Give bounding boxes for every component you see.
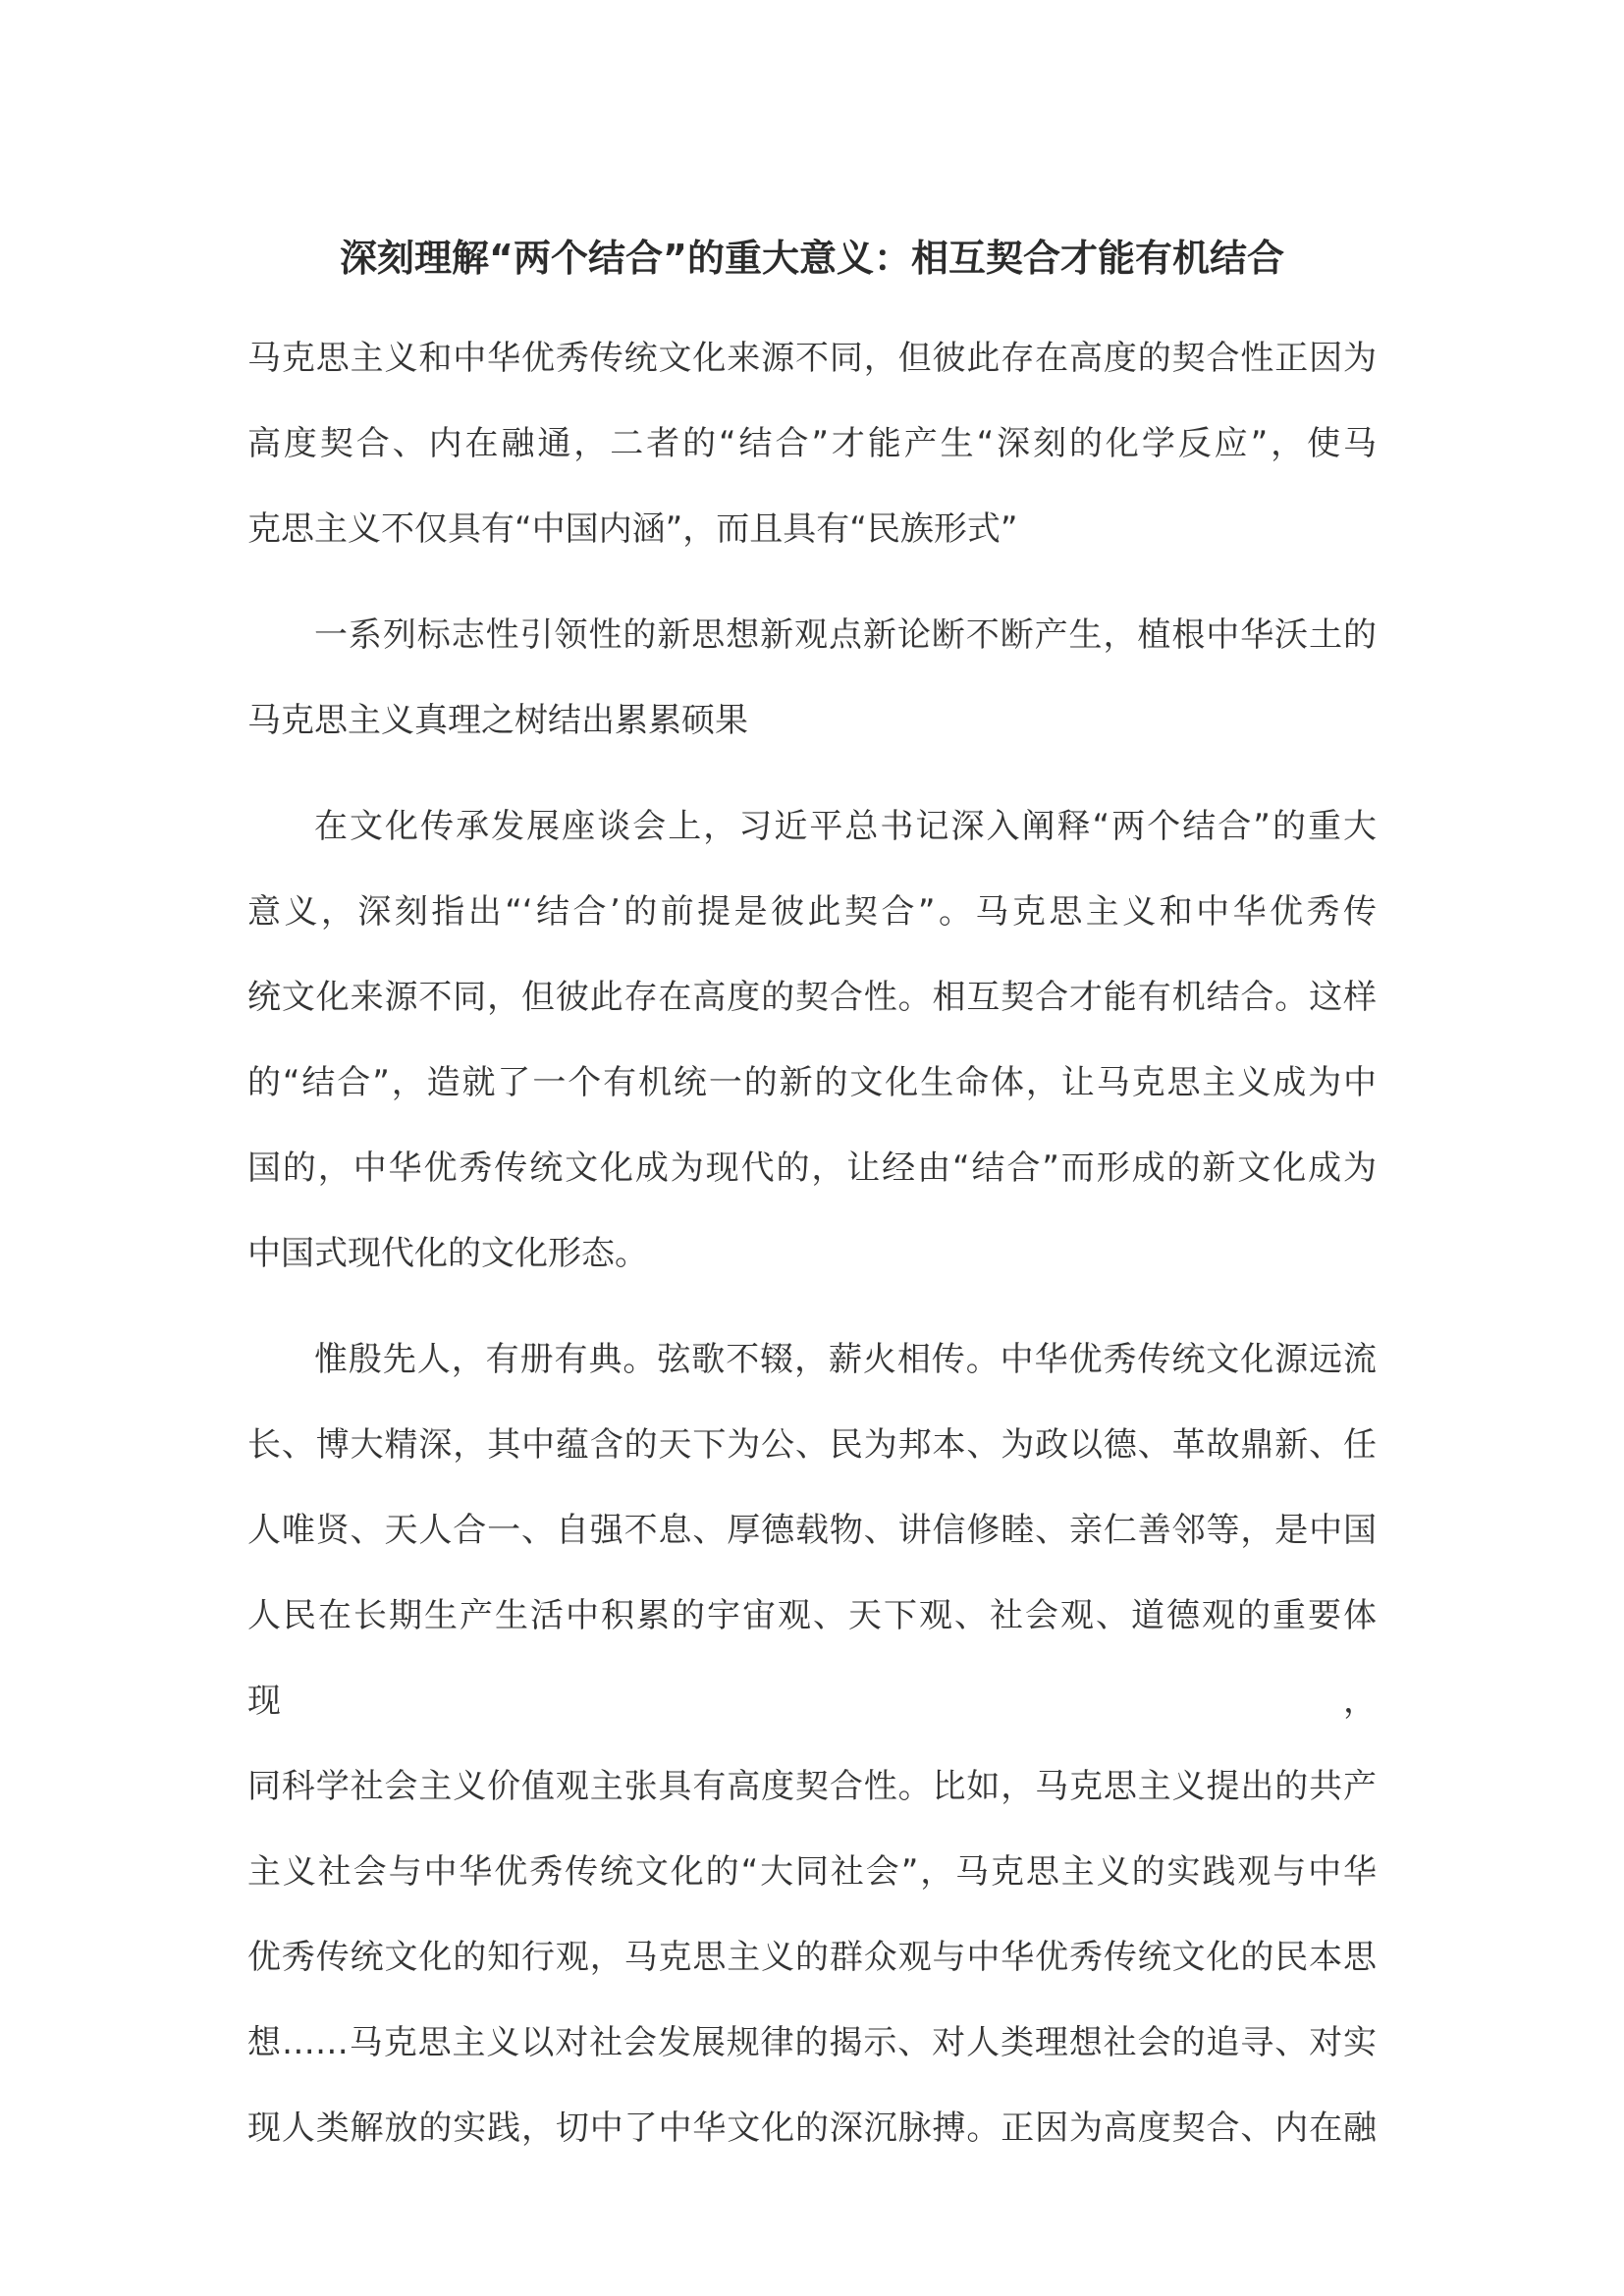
text-line: 惟殷先人，有册有典。弦歌不辍，薪火相传。中华优秀传统文化源远流	[314, 1340, 1377, 1379]
text-line: 主义社会与中华优秀传统文化的“大同社会”，马克思主义的实践观与中华	[247, 1852, 1377, 1892]
paragraph	[247, 316, 1377, 572]
text-line: 优秀传统文化的知行观，马克思主义的群众观与中华优秀传统文化的民本思	[247, 1938, 1377, 1977]
text-line: 高度契合、内在融通，二者的“结合”才能产生“深刻的化学反应”，使马	[247, 424, 1377, 463]
text-line: 一系列标志性引领性的新思想新观点新论断不断产生，植根中华沃土的	[314, 615, 1377, 655]
text-line: 同科学社会主义价值观主张具有高度契合性。比如，马克思主义提出的共产	[247, 1767, 1377, 1806]
text-line: 人唯贤、天人合一、自强不息、厚德载物、讲信修睦、亲仁善邻等，是中国	[247, 1511, 1377, 1550]
text-line: 长、博大精深，其中蕴含的天下为公、民为邦本、为政以德、革故鼎新、任	[247, 1425, 1377, 1465]
text-line: 在文化传承发展座谈会上，习近平总书记深入阐释“两个结合”的重大	[314, 807, 1377, 846]
text-line: 统文化来源不同，但彼此存在高度的契合性。相互契合才能有机结合。这样	[247, 978, 1377, 1017]
text-line: 想……马克思主义以对社会发展规律的揭示、对人类理想社会的追寻、对实	[247, 2023, 1377, 2062]
text-line: 马克思主义和中华优秀传统文化来源不同，但彼此存在高度的契合性正因为	[247, 339, 1377, 378]
text-line: 的“结合”，造就了一个有机统一的新的文化生命体，让马克思主义成为中	[247, 1063, 1377, 1102]
paragraph	[247, 1317, 1377, 2171]
document-title: 深刻理解“两个结合”的重大意义：相互契合才能有机结合	[340, 237, 1284, 280]
paragraph	[247, 593, 1377, 764]
text-line: 马克思主义真理之树结出累累硕果	[247, 701, 748, 740]
document-body	[247, 316, 1377, 2192]
text-line: 国的，中华优秀传统文化成为现代的，让经由“结合”而形成的新文化成为	[247, 1148, 1377, 1188]
text-line: 中国式现代化的文化形态。	[247, 1234, 648, 1273]
paragraph	[247, 784, 1377, 1297]
text-line: 克思主义不仅具有“中国内涵”，而且具有“民族形式”	[247, 509, 1018, 549]
text-line: 现人类解放的实践，切中了中华文化的深沉脉搏。正因为高度契合、内在融	[247, 2109, 1377, 2148]
text-line: 意义，深刻指出“‘结合’的前提是彼此契合”。马克思主义和中华优秀传	[247, 892, 1377, 932]
text-line: 人民在长期生产生活中积累的宇宙观、天下观、社会观、道德观的重要体现，	[247, 1596, 1377, 1721]
